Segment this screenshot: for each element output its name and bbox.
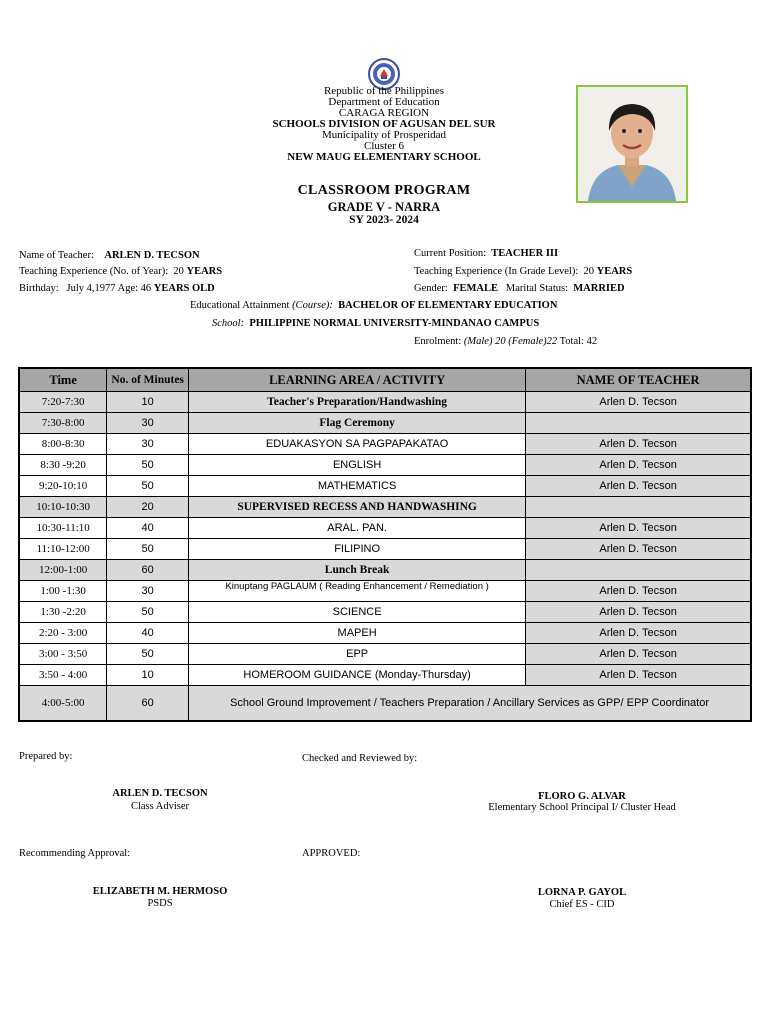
checked-by-label: Checked and Reviewed by: (302, 753, 418, 764)
row-learning-area: EPP (189, 644, 526, 665)
row-time: 8:00-8:30 (19, 434, 107, 455)
experience-year-unit: YEARS (186, 266, 223, 277)
header-republic: Republic of the Philippines (323, 85, 445, 97)
row-teacher: Arlen D. Tecson (526, 392, 751, 413)
table-row (19, 665, 751, 686)
row-teacher: Arlen D. Tecson (526, 518, 751, 539)
header-minutes: No. of Minutes (107, 368, 189, 392)
row-minutes: 50 (107, 455, 189, 476)
recommending-position: PSDS (147, 898, 173, 909)
birthday-value: July 4,1977 (66, 283, 116, 294)
enrolment-row (414, 336, 597, 348)
row-time: 9:20-10:10 (19, 476, 107, 497)
table-row (19, 518, 751, 539)
row-learning-area: ARAL. PAN. (189, 518, 526, 539)
birthday-row (19, 283, 215, 295)
row-minutes: 10 (107, 665, 189, 686)
row-teacher: Arlen D. Tecson (526, 602, 751, 623)
approved-label: APPROVED: (302, 848, 361, 859)
row-minutes: 40 (107, 623, 189, 644)
header-learning-area: LEARNING AREA / ACTIVITY (189, 368, 526, 392)
experience-grade-unit: YEARS (596, 266, 633, 277)
table-row (19, 602, 751, 623)
table-row (19, 413, 751, 434)
teacher-photo (576, 85, 688, 203)
header-school: NEW MAUG ELEMENTARY SCHOOL (287, 151, 481, 163)
table-row (19, 497, 751, 518)
row-learning-area: MATHEMATICS (189, 476, 526, 497)
header-municipality: Municipality of Prosperidad (321, 129, 447, 141)
row-time: 10:10-10:30 (19, 497, 107, 518)
row-minutes: 30 (107, 413, 189, 434)
school-year: SY 2023- 2024 (349, 214, 419, 226)
row-time: 2:20 - 3:00 (19, 623, 107, 644)
grade-section: GRADE V - NARRA (327, 200, 441, 214)
experience-grade-row (414, 266, 632, 278)
table-row (19, 623, 751, 644)
header-region: CARAGA REGION (338, 107, 430, 119)
school-label: School: (212, 318, 245, 329)
header-time: Time (19, 368, 107, 392)
row-time: 12:00-1:00 (19, 560, 107, 581)
row-time: 10:30-11:10 (19, 518, 107, 539)
row-learning-area: MAPEH (189, 623, 526, 644)
row-minutes: 50 (107, 476, 189, 497)
header-division: SCHOOLS DIVISION OF AGUSAN DEL SUR (272, 118, 496, 130)
row-learning-area: SCIENCE (189, 602, 526, 623)
row-teacher: Arlen D. Tecson (526, 539, 751, 560)
row-time: 1:00 -1:30 (19, 581, 107, 602)
recommending-label: Recommending Approval: (19, 848, 131, 859)
row-teacher (526, 413, 751, 434)
row-time: 7:30-8:00 (19, 413, 107, 434)
teacher-name-label: Name of Teacher: (19, 250, 94, 261)
recommending-name: ELIZABETH M. HERMOSO (92, 886, 228, 897)
position-label: Current Position: (414, 248, 487, 259)
row-teacher (526, 497, 751, 518)
row-time: 1:30 -2:20 (19, 602, 107, 623)
position-value: TEACHER III (491, 248, 559, 259)
row-minutes: 60 (107, 560, 189, 581)
table-row (19, 560, 751, 581)
row-time: 3:50 - 4:00 (19, 665, 107, 686)
row-learning-area: FILIPINO (189, 539, 526, 560)
position-row (414, 248, 558, 260)
row-learning-area: Lunch Break (189, 560, 526, 581)
experience-grade-label: Teaching Experience (In Grade Level): (414, 266, 579, 277)
row-teacher: Arlen D. Tecson (526, 581, 751, 602)
school-value: PHILIPPINE NORMAL UNIVERSITY-MINDANAO CAMPUS (249, 318, 540, 329)
row-teacher: Arlen D. Tecson (526, 434, 751, 455)
experience-grade-value: 20 (583, 266, 595, 277)
table-row (19, 581, 751, 602)
approved-position: Chief ES - CID (549, 899, 615, 910)
last-row-activity: School Ground Improvement / Teachers Preparation / Ancillary Services as GPP/ EPP Coordinator (189, 686, 751, 722)
row-minutes: 50 (107, 602, 189, 623)
row-minutes: 10 (107, 392, 189, 413)
enrolment-detail: (Male) 20 (Female)22 (463, 336, 558, 347)
row-teacher: Arlen D. Tecson (526, 455, 751, 476)
row-time: 7:20-7:30 (19, 392, 107, 413)
age-value: 46 (140, 283, 152, 294)
last-row-time: 4:00-5:00 (19, 686, 107, 722)
table-row (19, 392, 751, 413)
age-label: Age: (117, 283, 139, 294)
table-header-row (19, 368, 751, 392)
education-row (190, 300, 557, 312)
table-row-last (19, 686, 751, 722)
marital-value: MARRIED (573, 283, 625, 294)
row-time: 3:00 - 3:50 (19, 644, 107, 665)
row-minutes: 40 (107, 518, 189, 539)
row-teacher: Arlen D. Tecson (526, 644, 751, 665)
row-time: 8:30 -9:20 (19, 455, 107, 476)
teacher-name: ARLEN D. TECSON (104, 250, 200, 261)
row-learning-area: HOMEROOM GUIDANCE (Monday-Thursday) (189, 665, 526, 686)
row-teacher (526, 560, 751, 581)
prepared-by-position: Class Adviser (130, 801, 190, 812)
experience-year-row (19, 266, 222, 278)
last-row-minutes: 60 (107, 686, 189, 722)
header-department: Department of Education (328, 96, 440, 108)
row-learning-area: Teacher's Preparation/Handwashing (189, 392, 526, 413)
experience-year-label: Teaching Experience (No. of Year): (19, 266, 169, 277)
row-learning-area: Kinuptang PAGLAUM ( Reading Enhancement / Remediation ) (189, 581, 526, 602)
header-cluster: Cluster 6 (363, 140, 405, 152)
checked-by-position: Elementary School Principal I/ Cluster Head (488, 802, 676, 813)
row-teacher: Arlen D. Tecson (526, 665, 751, 686)
age-unit: YEARS OLD (153, 283, 215, 294)
enrolment-total: Total: 42 (559, 336, 598, 347)
birthday-label: Birthday: (19, 283, 59, 294)
row-time: 11:10-12:00 (19, 539, 107, 560)
row-learning-area: Flag Ceremony (189, 413, 526, 434)
classroom-program-table (18, 367, 752, 722)
row-learning-area: EDUAKASYON SA PAGPAPAKATAO (189, 434, 526, 455)
gender-row (414, 283, 625, 295)
table-row (19, 455, 751, 476)
table-row (19, 644, 751, 665)
education-label: Educational Attainment (190, 300, 290, 311)
row-teacher: Arlen D. Tecson (526, 476, 751, 497)
row-minutes: 50 (107, 644, 189, 665)
table-row (19, 539, 751, 560)
gender-label: Gender: (414, 283, 448, 294)
school-row (212, 318, 539, 330)
table-row (19, 434, 751, 455)
row-minutes: 30 (107, 434, 189, 455)
row-minutes: 30 (107, 581, 189, 602)
table-row (19, 476, 751, 497)
header-teacher: NAME OF TEACHER (526, 368, 751, 392)
prepared-by-label: Prepared by: (19, 751, 73, 762)
row-minutes: 50 (107, 539, 189, 560)
approved-name: LORNA P. GAYOL (537, 887, 627, 898)
gender-value: FEMALE (453, 283, 498, 294)
checked-by-name: FLORO G. ALVAR (538, 791, 626, 802)
document-title: CLASSROOM PROGRAM (297, 183, 471, 198)
row-teacher: Arlen D. Tecson (526, 623, 751, 644)
experience-year-value: 20 (173, 266, 184, 277)
marital-label: Marital Status: (505, 283, 568, 294)
education-value: BACHELOR OF ELEMENTARY EDUCATION (338, 300, 558, 311)
prepared-by-name: ARLEN D. TECSON (112, 788, 208, 799)
teacher-name-row (19, 250, 200, 262)
row-learning-area: ENGLISH (189, 455, 526, 476)
education-course-label: (Course): (292, 300, 333, 311)
row-minutes: 20 (107, 497, 189, 518)
row-learning-area: SUPERVISED RECESS AND HANDWASHING (189, 497, 526, 518)
enrolment-label: Enrolment: (414, 336, 462, 347)
